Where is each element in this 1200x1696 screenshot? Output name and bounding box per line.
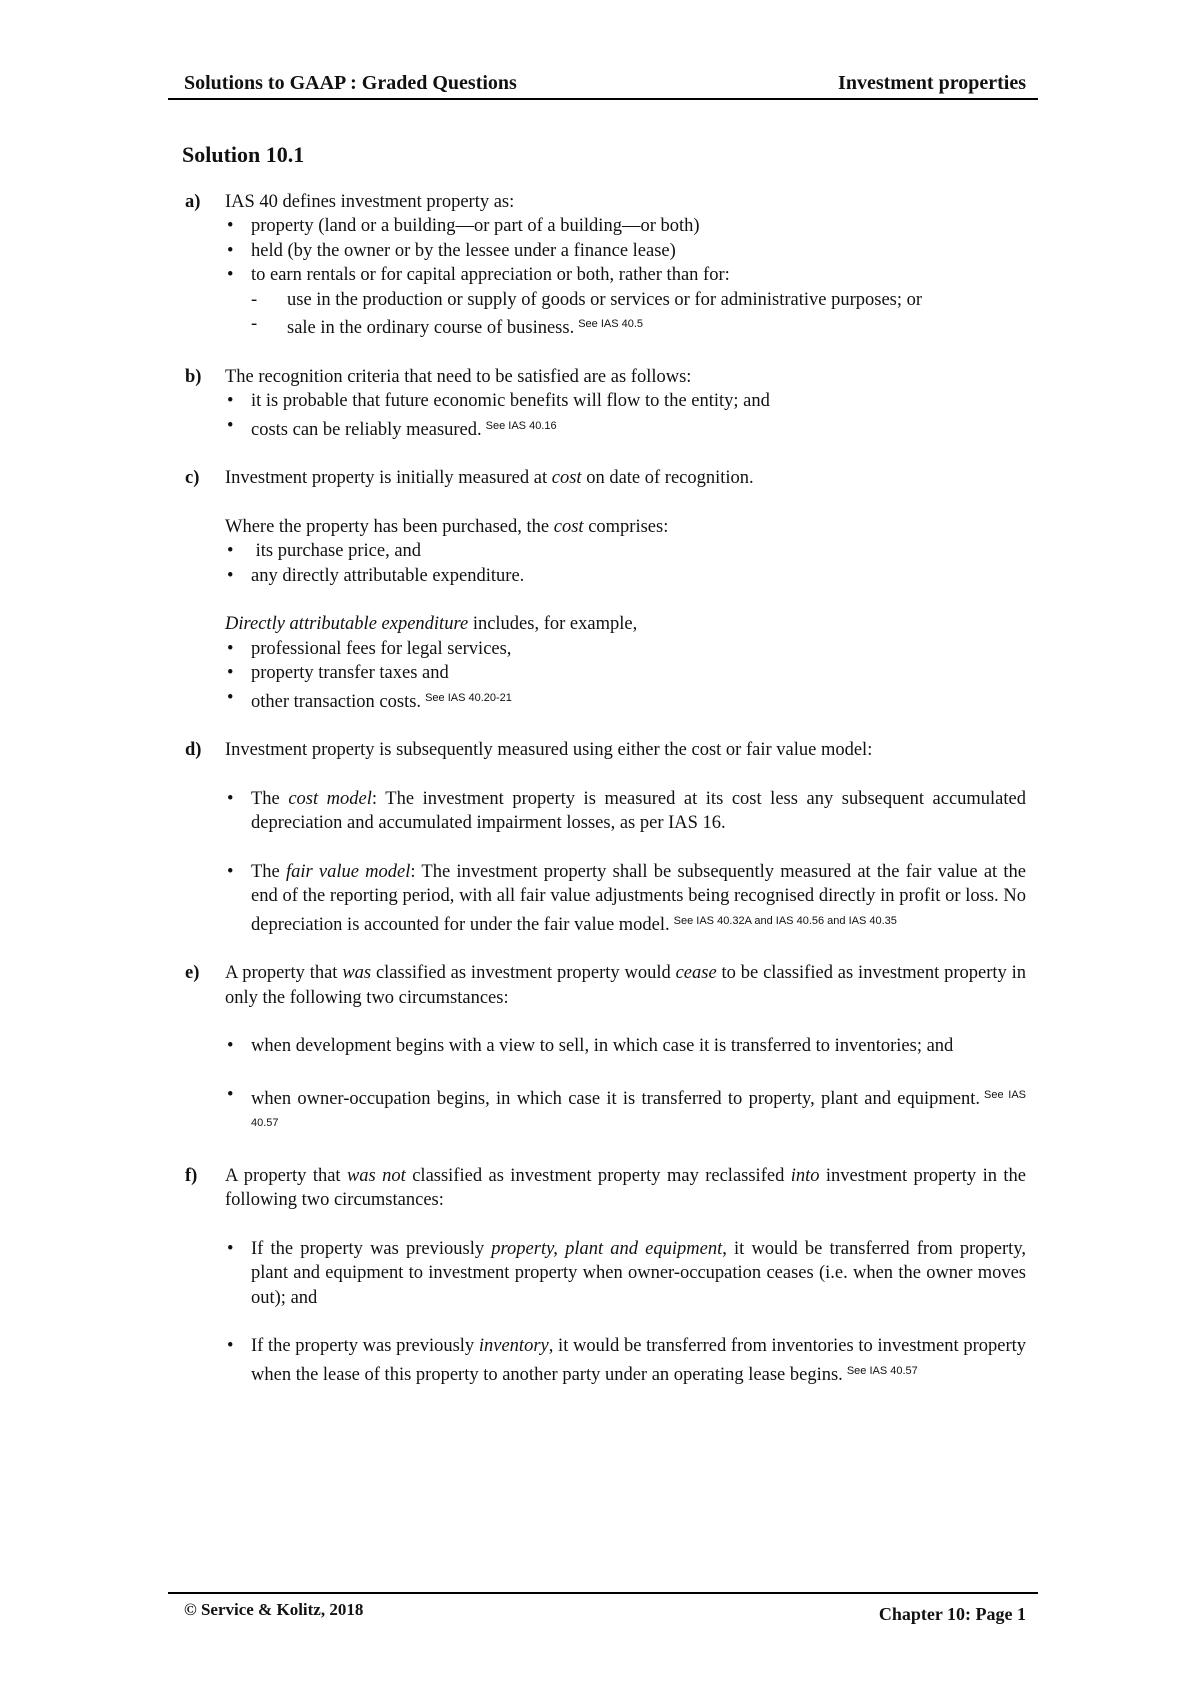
page-content (182, 143, 1026, 1411)
list-item: • its purchase price, and (225, 539, 1026, 564)
paragraph: Directly attributable expenditure includes, for example, (225, 614, 638, 634)
page-number: Chapter 10: Page 1 (878, 1604, 1026, 1624)
list-item: • The fair value model: The investment property shall be subsequently measured at the fair value at the end of the reporting period, with all fair value adjustments being recognised directly in profit or loss. No depreciation is accounted for under the fair value model. $^{See IAS 40.32A and IAS 40.56 and IAS 40.35}$ (225, 860, 1026, 938)
section-intro: The recognition criteria that need to be satisfied are as follows: (225, 366, 692, 387)
list-item: • held (by the owner or by the lessee under a finance lease) (225, 239, 1026, 264)
section-label: e) (185, 963, 200, 983)
list-item: • professional fees for legal services, (225, 637, 1026, 662)
list-item: • If the property was previously property, plant and equipment, it would be transferred from property, plant and equipment to investment property when owner-occupation ceases (i.e. when the owner moves out); and (225, 1237, 1026, 1311)
page-footer (168, 1592, 1038, 1634)
section-d (182, 738, 1026, 937)
list-item: • other transaction costs. $^{See IAS 40.20-21}$ (225, 686, 1026, 715)
section-b (182, 365, 1026, 443)
paragraph: Investment property is initially measured at cost on date of recognition. (225, 468, 754, 488)
bullet-list (225, 214, 1026, 341)
section-intro: IAS 40 defines investment property as: (225, 191, 515, 212)
list-item: • when development begins with a view to sell, in which case it is transferred to inventories; and (225, 1034, 1026, 1059)
section-e (182, 961, 1026, 1140)
bullet-list (225, 1237, 1026, 1388)
list-item: • when owner-occupation begins, in which case it is transferred to property, plant and equipment. $^{See IAS 40.57}$ (225, 1083, 1026, 1140)
copyright: © Service & Kolitz, 2018 (184, 1600, 364, 1619)
bullet-list (225, 787, 1026, 938)
section-label: d) (185, 740, 202, 760)
bullet-list (225, 1034, 1026, 1140)
page-header (168, 70, 1038, 100)
paragraph: A property that was not classified as investment property may reclassifed into investment property in the following two circumstances: (225, 1165, 1026, 1210)
section-a (182, 190, 1026, 341)
section-label: b) (185, 366, 202, 387)
header-title: Solutions to GAAP : Graded Questions (184, 72, 517, 94)
reference: See IAS 40.20-21 (425, 691, 512, 704)
paragraph: A property that was classified as investment property would cease to be classified as investment property in only the following two circumstances: (225, 963, 1026, 1008)
reference: See IAS 40.32A and IAS 40.56 and IAS 40.35 (673, 914, 897, 927)
list-item: • If the property was previously inventory, it would be transferred from inventories to investment property when the lease of this property to another party under an operating lease begins. $^{See IAS 40.57}$ (225, 1334, 1026, 1387)
section-label: f) (185, 1165, 198, 1186)
bullet-list (225, 539, 1026, 588)
list-item: - use in the production or supply of goods or services or for administrative purposes; or (225, 288, 1026, 313)
list-item: • it is probable that future economic benefits will flow to the entity; and (225, 389, 1026, 414)
bullet-list (225, 637, 1026, 715)
section-label: c) (185, 468, 200, 488)
list-item: • to earn rentals or for capital appreciation or both, rather than for: - use in the production or supply of goods or services or for administrative purposes; or - sale in the ordinary course of business. $^{See IAS 40.5}$ (225, 263, 1026, 341)
bullet-list (225, 389, 1026, 442)
list-item: • any directly attributable expenditure. (225, 564, 1026, 589)
reference: See IAS 40.57 (846, 1364, 918, 1377)
section-intro: Investment property is subsequently measured using either the cost or fair value model: (225, 740, 873, 760)
section-label: a) (185, 191, 201, 212)
reference: See IAS 40.5 (578, 318, 644, 330)
paragraph: Where the property has been purchased, the cost comprises: (225, 516, 669, 537)
reference: See IAS 40.16 (485, 419, 557, 432)
section-f (182, 1164, 1026, 1388)
list-item: • costs can be reliably measured. $^{See IAS 40.16}$ (225, 414, 1026, 443)
solution-title: Solution 10.1 (182, 142, 305, 167)
header-topic: Investment properties (838, 72, 1026, 94)
list-item: • The cost model: The investment property is measured at its cost less any subsequent accumulated depreciation and accumulated impairment losses, as per IAS 16. (225, 787, 1026, 836)
reference: See IAS 40.57 (251, 1088, 1027, 1129)
list-item: • property transfer taxes and (225, 661, 1026, 686)
section-c (182, 466, 1026, 714)
dash-list (225, 288, 1026, 341)
list-item: • property (land or a building—or part of a building—or both) (225, 214, 1026, 239)
list-item: - sale in the ordinary course of business. $^{See IAS 40.5}$ (225, 312, 1026, 341)
